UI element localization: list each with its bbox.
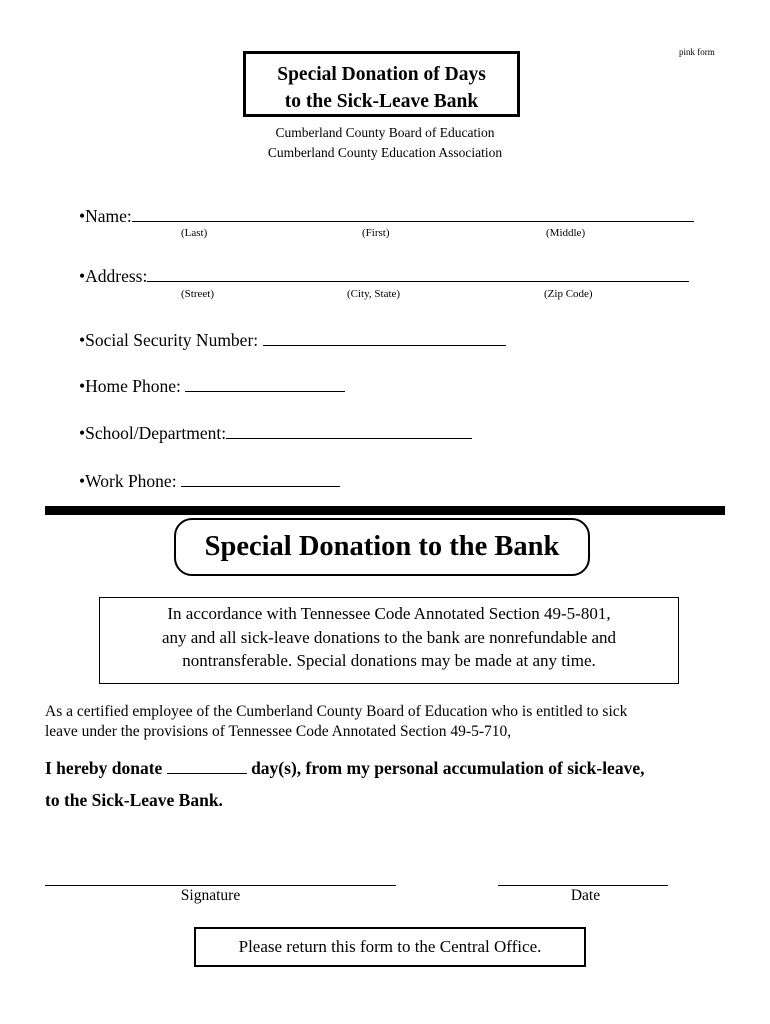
date-line[interactable] — [498, 885, 668, 886]
donation-pledge-line-2: to the Sick-Leave Bank. — [45, 790, 223, 810]
form-title-line2: to the Sick-Leave Bank — [284, 91, 479, 112]
name-field-row — [79, 204, 694, 227]
name-middle-caption: (Middle) — [546, 227, 586, 239]
form-color-note: pink form — [679, 47, 715, 57]
address-input-line[interactable] — [147, 264, 689, 282]
date-caption: Date — [570, 887, 601, 904]
name-last-caption: (Last) — [181, 227, 208, 239]
school-department-input-line[interactable] — [226, 421, 472, 439]
name-label: •Name: — [79, 206, 132, 226]
school-department-field-row — [79, 421, 472, 444]
donate-suffix: day(s), from my personal accumulation of sick-leave, — [251, 758, 645, 778]
name-first-caption: (First) — [362, 227, 390, 239]
work-phone-input-line[interactable] — [181, 469, 340, 487]
address-label: •Address: — [79, 266, 148, 286]
return-instructions: Please return this form to the Central Office. — [194, 927, 586, 967]
donate-prefix: I hereby donate — [45, 758, 163, 778]
ssn-input-line[interactable] — [263, 328, 506, 346]
work-phone-field-row — [79, 469, 340, 492]
section-divider — [45, 506, 725, 515]
organization-name-2: Cumberland County Education Association — [267, 145, 503, 160]
ssn-field-row — [79, 328, 506, 351]
notice-line-2: any and all sick-leave donations to the bank are nonrefundable and — [161, 627, 617, 647]
legal-notice-box — [99, 597, 679, 684]
notice-line-1: In accordance with Tennessee Code Annotated Section 49-5-801, — [167, 604, 611, 623]
organization-name-1: Cumberland County Board of Education — [275, 125, 495, 140]
signature-line[interactable] — [45, 885, 396, 886]
section-title: Special Donation to the Bank — [174, 518, 590, 576]
name-input-line[interactable] — [132, 204, 694, 222]
address-field-row — [79, 264, 689, 287]
signature-caption: Signature — [180, 887, 241, 904]
work-phone-label: •Work Phone: — [79, 471, 177, 491]
days-donated-input-line[interactable] — [167, 757, 247, 774]
school-department-label: •School/Department: — [79, 423, 227, 443]
home-phone-field-row — [79, 374, 345, 397]
home-phone-input-line[interactable] — [185, 374, 345, 392]
notice-line-3: nontransferable. Special donations may be made at any time. — [182, 651, 596, 670]
address-zip-caption: (Zip Code) — [544, 288, 593, 300]
form-title-line1: Special Donation of Days — [277, 64, 486, 85]
donation-pledge-row — [45, 757, 644, 779]
statement-line-2: leave under the provisions of Tennessee Code Annotated Section 49-5-710, — [45, 723, 512, 740]
statement-line-1: As a certified employee of the Cumberland County Board of Education who is entitled to sick — [45, 703, 628, 720]
address-street-caption: (Street) — [181, 288, 214, 300]
address-city-state-caption: (City, State) — [347, 288, 401, 300]
form-title-box — [243, 51, 520, 117]
home-phone-label: •Home Phone: — [79, 376, 181, 396]
ssn-label: •Social Security Number: — [79, 330, 259, 350]
